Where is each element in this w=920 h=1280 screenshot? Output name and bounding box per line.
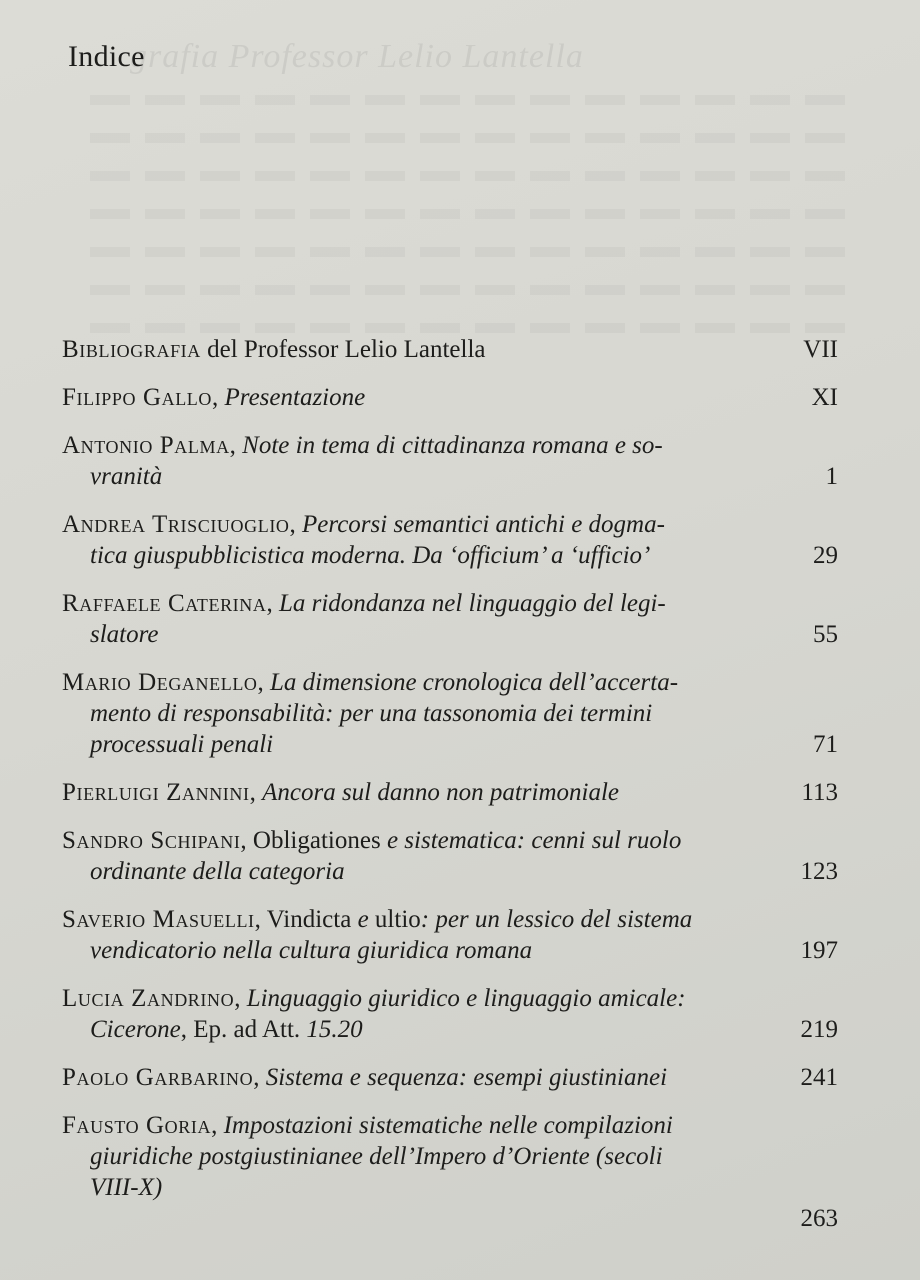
entry-title: e: [351, 906, 375, 933]
entry-title: Ancora sul danno non patrimoniale: [262, 779, 620, 806]
entry-title: Sistema e sequenza: esempi giustinianei: [265, 1064, 668, 1091]
entry-page: 219: [800, 1016, 838, 1043]
entry-author: Antonio Palma: [62, 432, 230, 459]
toc-entry: [62, 334, 838, 365]
toc-entry: Pierluigi Zannini, Ancora sul danno non patrimoniale 113: [62, 779, 838, 806]
entry-author: Filippo Gallo: [62, 384, 213, 411]
bleed-through-lines: [90, 95, 850, 361]
entry-title: La dimensione cronologica dell’accerta-: [270, 669, 679, 696]
entry-title-latin: Obligationes: [252, 827, 381, 854]
table-of-contents: [62, 334, 838, 1251]
entry-title-latin: ultio: [374, 906, 421, 933]
entry-title-continued: mento di responsabilità: per una tassonomia dei termini: [90, 700, 653, 727]
entry-title-latin: Vindicta: [266, 906, 352, 933]
entry-page: 241: [800, 1064, 838, 1091]
entry-title: Presentazione: [224, 384, 366, 411]
entry-page: 197: [800, 937, 838, 964]
entry-page: 29: [813, 542, 838, 569]
entry-page: 71: [813, 731, 838, 758]
entry-title: Percorsi semantici antichi e dogma-: [302, 511, 665, 538]
entry-title-continued: ordinante della categoria: [90, 858, 345, 885]
toc-entry: Antonio Palma, Note in tema di cittadinanza romana e so- vranità 1: [62, 432, 838, 490]
entry-author: Andrea Trisciuoglio: [62, 511, 290, 538]
toc-entry: Andrea Trisciuoglio, Percorsi semantici antichi e dogma- tica giuspubblicistica moderna. Da ‘officium’ a ‘ufficio’ 29: [62, 511, 838, 569]
entry-title: e sistematica: [380, 827, 517, 854]
page-title: Indice: [68, 40, 145, 73]
toc-entry: Mario Deganello, La dimensione cronologica dell’accerta- mento di responsabilità: per una tassonomia dei termini processuali penali 71: [62, 669, 838, 758]
entry-page: XI: [811, 384, 838, 411]
entry-page: 1: [825, 463, 838, 490]
entry-title: Note in tema di cittadinanza romana e so-: [242, 432, 663, 459]
entry-author: Pierluigi Zannini: [62, 779, 250, 806]
entry-page: 55: [813, 621, 838, 648]
entry-title-continued: vranità: [90, 463, 163, 490]
entry-title-continued: vendicatorio nella cultura giuridica romana: [90, 937, 533, 964]
toc-entry: Raffaele Caterina, La ridondanza nel linguaggio del legi- slatore 55: [62, 590, 838, 648]
entry-title-continued: Cicerone: [90, 1016, 181, 1043]
entry-page: 263: [800, 1205, 838, 1232]
entry-author: Mario Deganello: [62, 669, 258, 696]
entry-author: Raffaele Caterina: [62, 590, 267, 617]
entry-page: 113: [801, 779, 838, 806]
entry-title: del Professor Lelio Lantella: [200, 336, 486, 363]
entry-title-continued: VIII-X): [90, 1174, 163, 1201]
bleed-through-text: grafia Professor Lelio Lantella: [130, 38, 584, 75]
toc-entry: Lucia Zandrino, Linguaggio giuridico e linguaggio amicale: Cicerone, Ep. ad Att. 15.20 219: [62, 985, 838, 1043]
entry-title: Linguaggio giuridico e linguaggio amicale:: [246, 985, 686, 1012]
entry-title: La ridondanza nel linguaggio del legi-: [278, 590, 666, 617]
toc-entry: Sandro Schipani, Obligationes e sistematica: cenni sul ruolo ordinante della categoria 123: [62, 827, 838, 885]
entry-title: Impostazioni sistematiche nelle compilazioni: [223, 1112, 673, 1139]
entry-page: 123: [800, 858, 838, 885]
entry-title-continued: processuali penali: [90, 731, 274, 758]
toc-entry: Filippo Gallo, Presentazione XI: [62, 384, 838, 411]
entry-author: Sandro Schipani: [62, 827, 241, 854]
entry-title-continued: giuridiche postgiustinianee dell’Impero d’Oriente (secoli: [90, 1143, 663, 1170]
entry-title-continued: 15.20: [306, 1016, 363, 1043]
toc-entry: Fausto Goria, Impostazioni sistematiche nelle compilazioni giuridiche postgiustinianee dell’Impero d’Oriente (secoli VIII-X) 263: [62, 1112, 838, 1232]
entry-author: Fausto Goria: [62, 1112, 212, 1139]
entry-title-continued: slatore: [90, 621, 159, 648]
entry-author: Saverio Masuelli: [62, 906, 255, 933]
entry-page: VII: [803, 336, 838, 363]
entry-author: Bibliografia: [62, 336, 201, 363]
entry-author: Paolo Garbarino: [62, 1064, 254, 1091]
toc-entry: Paolo Garbarino, Sistema e sequenza: esempi giustinianei 241: [62, 1064, 838, 1091]
entry-title-continued: , Ep. ad Att.: [180, 1016, 307, 1043]
entry-title-continued: tica giuspubblicistica moderna. Da ‘officium’ a ‘ufficio’: [90, 542, 651, 569]
toc-entry: Saverio Masuelli, Vindicta e ultio: per un lessico del sistema vendicatorio nella cultura giuridica romana 197: [62, 906, 838, 964]
entry-title: : per un lessico del sistema: [420, 906, 693, 933]
entry-author: Lucia Zandrino: [62, 985, 235, 1012]
entry-title: : cenni sul ruolo: [516, 827, 682, 854]
